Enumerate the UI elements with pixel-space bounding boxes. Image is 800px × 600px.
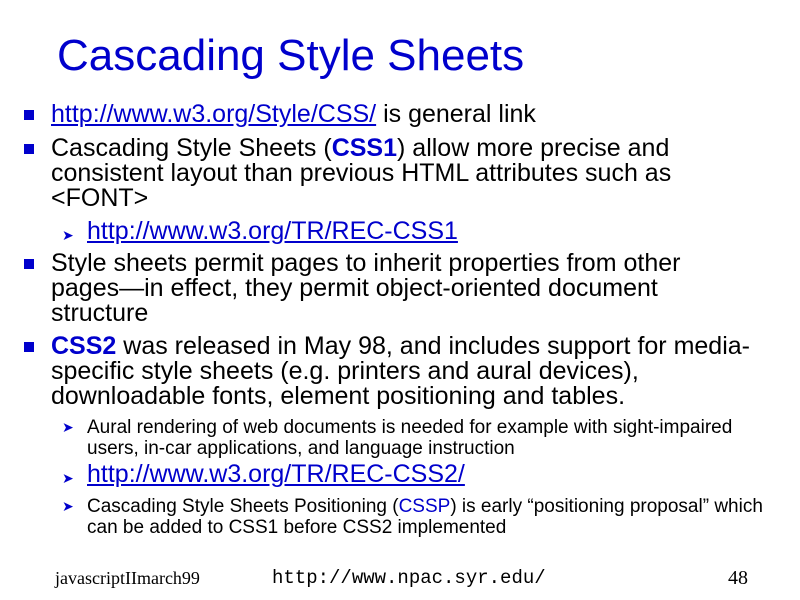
arrow-bullet-icon: ➤	[62, 470, 74, 486]
footer-url: http://www.npac.syr.edu/	[272, 567, 546, 589]
cssp-term: CSSP	[398, 496, 451, 517]
sub-bullet-cssp	[62, 496, 767, 538]
sub-bullet-css1-link	[62, 217, 767, 245]
square-bullet-icon	[24, 144, 34, 154]
bullet-text: Style sheets permit pages to inherit properties from other pages—in effect, they permit object-oriented document structure	[51, 249, 681, 327]
bullet-css-link	[51, 102, 771, 127]
sub-bullet-text: Aural rendering of web documents is needed for example with sight-impaired users, in-car applications, and language instruction	[87, 417, 733, 459]
arrow-bullet-icon: ➤	[62, 227, 74, 243]
sub-bullet-aural	[62, 417, 767, 459]
bullet-text: ) allow more precise and consistent layout than previous HTML attributes such as <FONT>	[51, 134, 672, 212]
bullet-css1	[51, 136, 751, 211]
bullet-text: is general link	[376, 100, 536, 128]
page-number: 48	[728, 567, 748, 589]
rec-css1-link[interactable]: http://www.w3.org/TR/REC-CSS1	[87, 217, 458, 245]
square-bullet-icon	[24, 342, 34, 352]
bullet-style-sheets	[51, 251, 751, 326]
sub-bullet-text: ) is early “positioning proposal” which can be added to CSS1 before CSS2 implemented	[87, 496, 763, 538]
bullet-text: Cascading Style Sheets (	[51, 134, 332, 162]
footer-course-label: javascriptIImarch99	[55, 568, 200, 588]
bullet-css2	[51, 334, 771, 409]
arrow-bullet-icon: ➤	[62, 419, 74, 435]
sub-bullet-css2-link	[62, 460, 767, 488]
square-bullet-icon	[24, 110, 34, 120]
bullet-text: was released in May 98, and includes support for media-specific style sheets (e.g. printers and aural devices), downloadable fonts, element positioning and tables.	[51, 332, 750, 410]
rec-css2-link[interactable]: http://www.w3.org/TR/REC-CSS2/	[87, 460, 465, 488]
css-style-link[interactable]: http://www.w3.org/Style/CSS/	[51, 100, 377, 128]
arrow-bullet-icon: ➤	[62, 498, 74, 514]
css1-term: CSS1	[331, 134, 398, 162]
css2-term: CSS2	[51, 332, 117, 360]
sub-bullet-text: Cascading Style Sheets Positioning (	[87, 496, 399, 517]
slide-title: Cascading Style Sheets	[57, 31, 525, 80]
square-bullet-icon	[24, 259, 34, 269]
